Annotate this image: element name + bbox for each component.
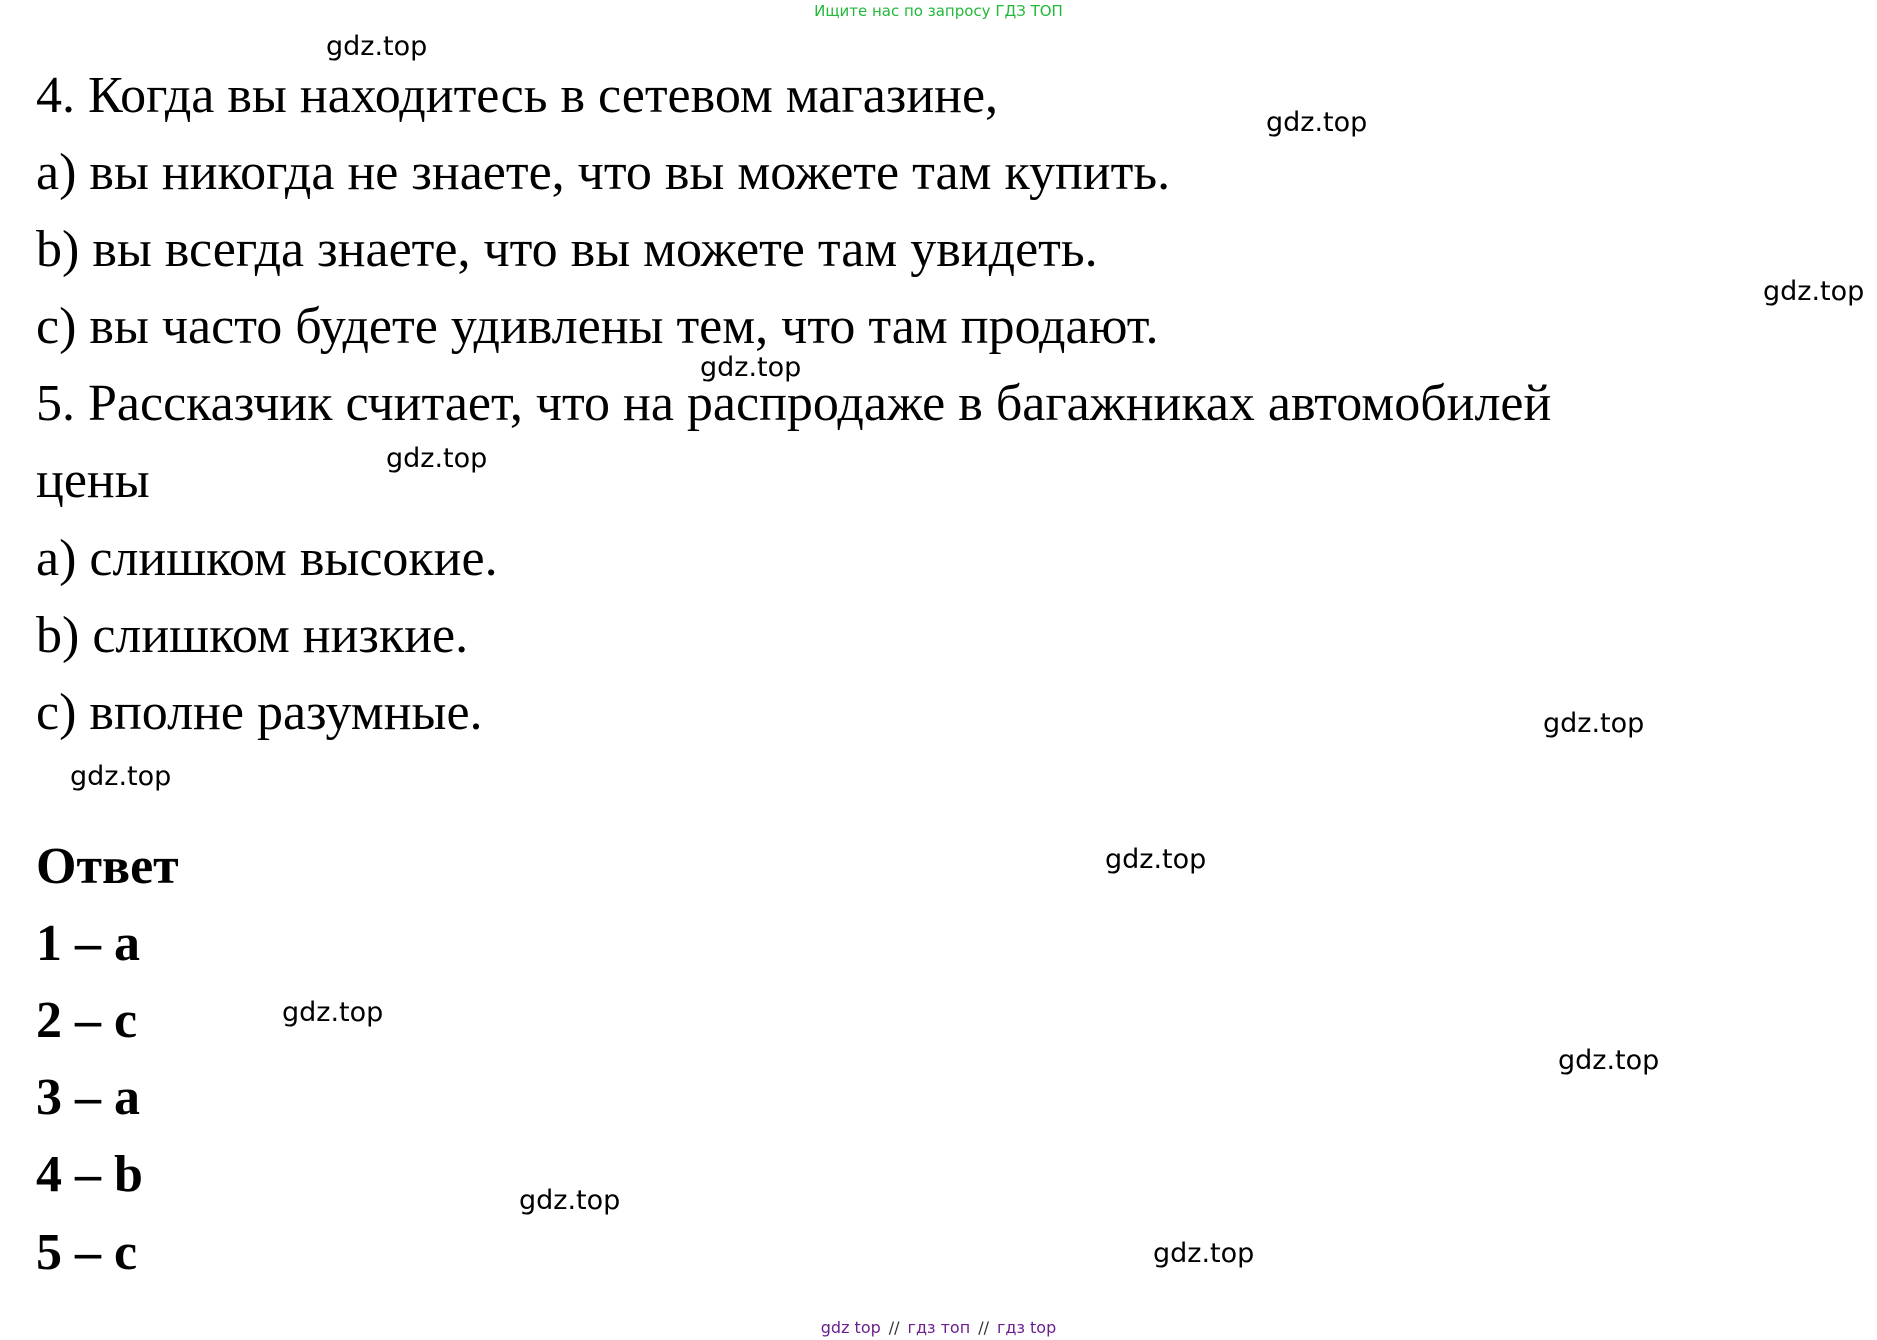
- answer-item: 1 – a: [36, 915, 140, 972]
- footer-separator: //: [978, 1318, 989, 1337]
- watermark: gdz.top: [326, 31, 428, 62]
- top-banner: Ищите нас по запросу ГДЗ ТОП: [814, 2, 1063, 20]
- question-5-stem-line-1: 5. Рассказчик считает, что на распродаже в багажниках автомобилей: [36, 375, 1552, 432]
- question-5-option-c: c) вполне разумные.: [36, 684, 483, 741]
- footer-item: гдз top: [996, 1318, 1057, 1337]
- footer-separator: //: [888, 1318, 900, 1337]
- watermark: gdz.top: [1153, 1238, 1255, 1269]
- watermark: gdz.top: [1763, 276, 1865, 307]
- answer-item: 5 – c: [36, 1224, 138, 1281]
- watermark: gdz.top: [1105, 844, 1207, 875]
- question-4-option-b: b) вы всегда знаете, что вы можете там увидеть.: [36, 221, 1098, 278]
- footer-item: gdz top: [820, 1318, 881, 1337]
- answer-item: 2 – c: [36, 992, 138, 1049]
- watermark: gdz.top: [700, 352, 802, 383]
- answer-heading: Ответ: [36, 838, 179, 895]
- watermark: gdz.top: [1266, 107, 1368, 138]
- watermark: gdz.top: [282, 997, 384, 1028]
- question-5-option-b: b) слишком низкие.: [36, 607, 469, 664]
- footer-item: гдз топ: [907, 1318, 971, 1337]
- footer: [0, 1318, 1877, 1338]
- question-5-stem-line-2: цены: [36, 452, 150, 509]
- watermark: gdz.top: [519, 1185, 621, 1216]
- question-4-stem: 4. Когда вы находитесь в сетевом магазине,: [36, 67, 999, 124]
- answer-item: 4 – b: [36, 1146, 143, 1203]
- watermark: gdz.top: [386, 443, 488, 474]
- question-4-option-a: a) вы никогда не знаете, что вы можете там купить.: [36, 144, 1171, 201]
- watermark: gdz.top: [70, 761, 172, 792]
- watermark: gdz.top: [1543, 708, 1645, 739]
- question-4-option-c: c) вы часто будете удивлены тем, что там продают.: [36, 298, 1159, 355]
- question-5-option-a: a) слишком высокие.: [36, 530, 498, 587]
- answer-item: 3 – a: [36, 1069, 140, 1126]
- watermark: gdz.top: [1558, 1045, 1660, 1076]
